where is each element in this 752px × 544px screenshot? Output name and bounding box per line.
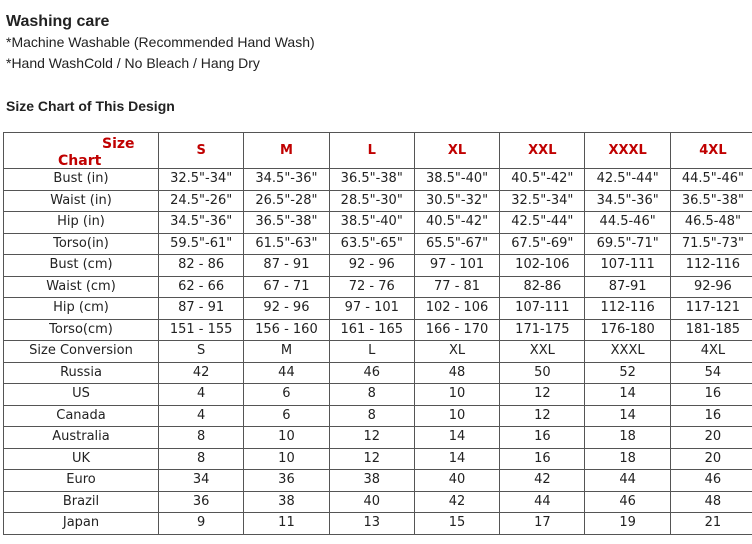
washing-care-line-2: *Hand WashCold / No Bleach / Hang Dry <box>6 55 260 71</box>
row-label: UK <box>4 448 159 470</box>
table-cell: 4 <box>159 405 244 427</box>
table-cell: 161 - 165 <box>329 319 414 341</box>
table-cell: 12 <box>329 427 414 449</box>
table-cell: 36 <box>159 491 244 513</box>
size-header-m: M <box>244 133 329 169</box>
table-cell: 107-111 <box>500 298 585 320</box>
table-cell: 156 - 160 <box>244 319 329 341</box>
table-cell: 82 - 86 <box>159 255 244 277</box>
table-row <box>4 384 752 406</box>
row-label: Waist (cm) <box>4 276 159 298</box>
table-cell: 34.5"-36" <box>244 169 329 191</box>
row-label: Japan <box>4 513 159 535</box>
table-cell: 6 <box>244 384 329 406</box>
table-cell: 46 <box>585 491 670 513</box>
table-cell: 8 <box>159 427 244 449</box>
table-cell: 67.5"-69" <box>500 233 585 255</box>
table-cell: 69.5"-71" <box>585 233 670 255</box>
table-cell: 62 - 66 <box>159 276 244 298</box>
table-cell: 6 <box>244 405 329 427</box>
table-row <box>4 362 752 384</box>
table-cell: 15 <box>414 513 499 535</box>
table-row <box>4 341 752 363</box>
size-chart-table <box>3 132 752 535</box>
table-cell: 8 <box>159 448 244 470</box>
table-cell: 40 <box>414 470 499 492</box>
table-cell: 16 <box>670 384 752 406</box>
table-cell: 40 <box>329 491 414 513</box>
table-row <box>4 255 752 277</box>
table-cell: 107-111 <box>585 255 670 277</box>
washing-care-line-1: *Machine Washable (Recommended Hand Wash) <box>6 34 315 50</box>
size-header-s: S <box>159 133 244 169</box>
table-cell: 10 <box>244 448 329 470</box>
row-label: Bust (cm) <box>4 255 159 277</box>
size-header-xl: XL <box>414 133 499 169</box>
table-cell: 67 - 71 <box>244 276 329 298</box>
table-cell: 44.5"-46" <box>670 169 752 191</box>
table-cell: 176-180 <box>585 319 670 341</box>
table-cell: 4XL <box>670 341 752 363</box>
row-label: Torso(cm) <box>4 319 159 341</box>
table-cell: 72 - 76 <box>329 276 414 298</box>
table-cell: 171-175 <box>500 319 585 341</box>
table-cell: L <box>329 341 414 363</box>
table-row <box>4 169 752 191</box>
table-cell: 102-106 <box>500 255 585 277</box>
table-cell: 21 <box>670 513 752 535</box>
table-cell: 71.5"-73" <box>670 233 752 255</box>
table-cell: 87-91 <box>585 276 670 298</box>
table-cell: 16 <box>670 405 752 427</box>
table-row <box>4 470 752 492</box>
table-cell: 16 <box>500 427 585 449</box>
table-cell: 82-86 <box>500 276 585 298</box>
table-cell: XXL <box>500 341 585 363</box>
table-cell: 32.5"-34" <box>159 169 244 191</box>
table-cell: 34.5"-36" <box>159 212 244 234</box>
table-cell: 9 <box>159 513 244 535</box>
row-label: US <box>4 384 159 406</box>
table-cell: XL <box>414 341 499 363</box>
size-header-row <box>4 133 752 169</box>
table-cell: 40.5"-42" <box>500 169 585 191</box>
table-row <box>4 276 752 298</box>
table-cell: 12 <box>500 384 585 406</box>
row-label: Canada <box>4 405 159 427</box>
row-label: Hip (in) <box>4 212 159 234</box>
table-cell: 13 <box>329 513 414 535</box>
table-cell: 112-116 <box>585 298 670 320</box>
table-cell: 46 <box>329 362 414 384</box>
corner-chart-label: Chart <box>58 153 102 169</box>
table-row <box>4 513 752 535</box>
size-chart-title: Size Chart of This Design <box>6 98 175 114</box>
table-cell: XXXL <box>585 341 670 363</box>
table-cell: 40.5"-42" <box>414 212 499 234</box>
table-cell: 50 <box>500 362 585 384</box>
table-cell: 32.5"-34" <box>500 190 585 212</box>
table-cell: 20 <box>670 427 752 449</box>
table-cell: 63.5"-65" <box>329 233 414 255</box>
table-cell: 36 <box>244 470 329 492</box>
washing-care-section <box>6 12 315 74</box>
table-cell: 17 <box>500 513 585 535</box>
table-cell: 42.5"-44" <box>500 212 585 234</box>
table-cell: 30.5"-32" <box>414 190 499 212</box>
table-cell: 18 <box>585 448 670 470</box>
table-cell: 14 <box>585 384 670 406</box>
table-cell: 8 <box>329 405 414 427</box>
table-cell: 46.5-48" <box>670 212 752 234</box>
table-cell: 87 - 91 <box>159 298 244 320</box>
table-cell: 117-121 <box>670 298 752 320</box>
table-cell: M <box>244 341 329 363</box>
table-cell: S <box>159 341 244 363</box>
table-cell: 38.5"-40" <box>329 212 414 234</box>
table-cell: 4 <box>159 384 244 406</box>
table-cell: 18 <box>585 427 670 449</box>
row-label: Australia <box>4 427 159 449</box>
washing-care-title: Washing care <box>6 13 110 30</box>
table-cell: 92-96 <box>670 276 752 298</box>
table-cell: 181-185 <box>670 319 752 341</box>
table-cell: 36.5"-38" <box>244 212 329 234</box>
table-cell: 42 <box>159 362 244 384</box>
row-label: Brazil <box>4 491 159 513</box>
table-row <box>4 405 752 427</box>
table-cell: 11 <box>244 513 329 535</box>
table-cell: 20 <box>670 448 752 470</box>
table-cell: 48 <box>670 491 752 513</box>
table-cell: 44 <box>585 470 670 492</box>
table-cell: 52 <box>585 362 670 384</box>
table-cell: 46 <box>670 470 752 492</box>
table-cell: 19 <box>585 513 670 535</box>
table-row <box>4 319 752 341</box>
row-label: Waist (in) <box>4 190 159 212</box>
table-cell: 77 - 81 <box>414 276 499 298</box>
table-row <box>4 212 752 234</box>
table-row <box>4 190 752 212</box>
size-header-l: L <box>329 133 414 169</box>
table-cell: 42 <box>414 491 499 513</box>
row-label: Euro <box>4 470 159 492</box>
table-cell: 16 <box>500 448 585 470</box>
table-row <box>4 427 752 449</box>
table-cell: 97 - 101 <box>329 298 414 320</box>
table-cell: 8 <box>329 384 414 406</box>
table-cell: 14 <box>414 448 499 470</box>
table-cell: 54 <box>670 362 752 384</box>
table-cell: 92 - 96 <box>329 255 414 277</box>
table-cell: 10 <box>414 384 499 406</box>
table-cell: 59.5"-61" <box>159 233 244 255</box>
table-cell: 12 <box>329 448 414 470</box>
table-cell: 36.5"-38" <box>670 190 752 212</box>
row-label: Size Conversion <box>4 341 159 363</box>
table-row <box>4 298 752 320</box>
table-cell: 12 <box>500 405 585 427</box>
table-cell: 48 <box>414 362 499 384</box>
table-cell: 24.5"-26" <box>159 190 244 212</box>
table-cell: 14 <box>414 427 499 449</box>
table-cell: 26.5"-28" <box>244 190 329 212</box>
table-cell: 44.5-46" <box>585 212 670 234</box>
table-cell: 36.5"-38" <box>329 169 414 191</box>
table-cell: 38 <box>244 491 329 513</box>
table-cell: 87 - 91 <box>244 255 329 277</box>
table-cell: 38 <box>329 470 414 492</box>
row-label: Russia <box>4 362 159 384</box>
corner-cell <box>4 133 159 169</box>
table-cell: 44 <box>244 362 329 384</box>
table-cell: 42.5"-44" <box>585 169 670 191</box>
table-cell: 97 - 101 <box>414 255 499 277</box>
size-header-4xl: 4XL <box>670 133 752 169</box>
row-label: Hip (cm) <box>4 298 159 320</box>
size-header-xxxl: XXXL <box>585 133 670 169</box>
table-cell: 102 - 106 <box>414 298 499 320</box>
table-cell: 10 <box>414 405 499 427</box>
table-cell: 34.5"-36" <box>585 190 670 212</box>
table-cell: 10 <box>244 427 329 449</box>
table-row <box>4 491 752 513</box>
table-cell: 14 <box>585 405 670 427</box>
table-cell: 151 - 155 <box>159 319 244 341</box>
row-label: Torso(in) <box>4 233 159 255</box>
table-cell: 92 - 96 <box>244 298 329 320</box>
table-row <box>4 448 752 470</box>
table-cell: 44 <box>500 491 585 513</box>
table-cell: 112-116 <box>670 255 752 277</box>
row-label: Bust (in) <box>4 169 159 191</box>
table-cell: 28.5"-30" <box>329 190 414 212</box>
table-cell: 42 <box>500 470 585 492</box>
table-cell: 65.5"-67" <box>414 233 499 255</box>
table-cell: 166 - 170 <box>414 319 499 341</box>
size-header-xxl: XXL <box>500 133 585 169</box>
table-cell: 34 <box>159 470 244 492</box>
corner-size-label: Size <box>102 136 135 152</box>
table-cell: 38.5"-40" <box>414 169 499 191</box>
table-row <box>4 233 752 255</box>
table-cell: 61.5"-63" <box>244 233 329 255</box>
